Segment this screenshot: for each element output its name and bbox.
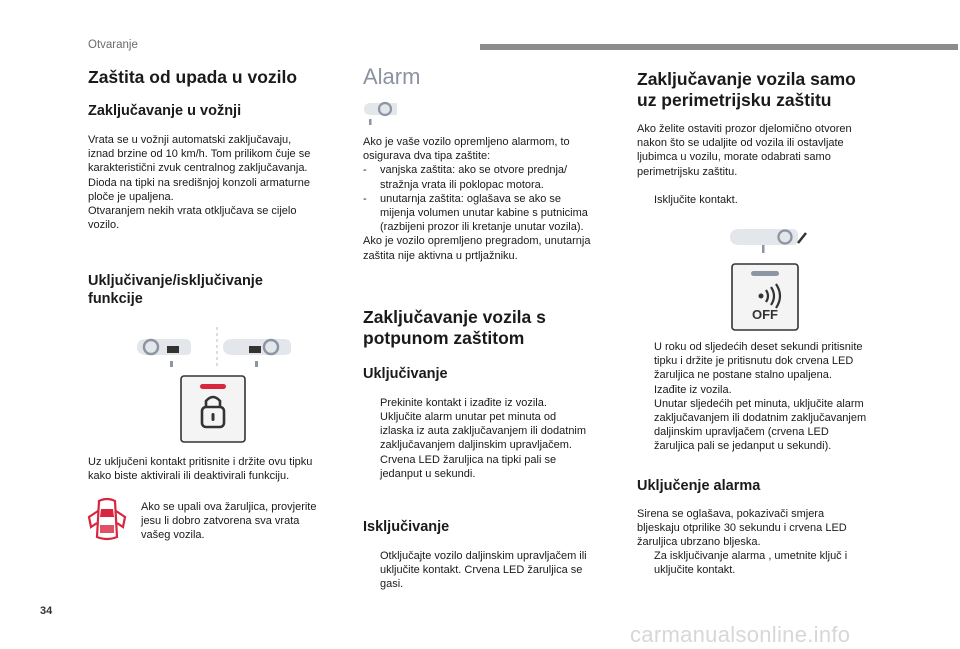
steering-wheel-illustrations [133,325,303,370]
alarm-dash-item: - vanjska zaštita: ako se otvore prednja/ stražnja vrata ili poklopac motora. [363,164,568,191]
steering-wheel-icon [223,339,291,367]
alarm-triggered-text: Sirena se oglašava, pokazivači smjera bljeskaju otprilike 30 sekundu i crvena LED žaruljica ubrzano bljeska. [637,507,847,549]
alarm-title: Alarm [363,64,421,89]
activation-step: Uključite alarm unutar pet minuta od izlaska iz auta zaključavanjem ili dodatnim zaključavanjem daljinskim upravljačem. Crvena LED žaruljica na tipki pali se jedanput u sekundi. [380,411,587,480]
alarm-intro: Ako je vaše vozilo opremljeno alarmom, to osigurava dva tipa zaštite: [363,136,570,163]
off-button-icon [731,263,799,331]
full-protection-title: Zaključavanje vozila s potpunom zaštitom [363,306,546,348]
middle-column [363,66,615,592]
page-number: 34 [40,605,53,617]
deactivation-step: Otključajte vozilo daljinskim upravljačem ili uključite kontakt. Crvena LED žaruljica se gasi. [380,550,587,591]
steering-wheel-icon [137,339,191,367]
sub-deactivation: Isključivanje [363,519,450,536]
perimeter-steps [637,340,892,578]
perimeter-step: U roku od sljedećih deset sekundi pritisnite tipku i držite je pritisnutu dok crvena LED žaruljica ne postane stalno upaljena. [654,341,863,382]
section-label: Otvaranje [88,39,138,51]
para-locking-while-driving: Vrata se u vožnji automatski zaključavaju, iznad brzine od 10 km/h. Tom prilikom čuje se karakteristični zvuk centralnog zaključavanja. Dioda na tipki na središnjoj konzoli armaturne ploče je upaljena. Otvaranjem nekih vrata otključava se cijelo vozilo. [88,134,311,232]
sub-alarm-triggered: Uključenje alarma [637,477,761,494]
door-open-warning-icon [86,497,128,543]
sub-on-off-function: Uključivanje/isključivanje funkcije [88,273,263,308]
sub-activation: Uključivanje [363,365,448,382]
header-bar [480,44,958,50]
left-title: Zaštita od upada u vozilo [88,67,298,87]
alarm-triggered-step: Za isključivanje alarma , umetnite ključ i uključite kontakt. [654,550,848,577]
left-column [88,64,348,308]
perimeter-steering-icon [728,225,808,255]
perimeter-step: Izađite iz vozila. [654,383,732,396]
off-button-label: OFF [752,307,778,322]
para-on-off-function: Uz uključeni kontakt pritisnite i držite ovu tipku kako biste aktivirali ili deaktivirali funkciju. [88,456,313,483]
activation-step: Prekinite kontakt i izađite iz vozila. [380,396,547,409]
watermark: carmanualsonline.info [630,622,851,647]
perimeter-step: Unutar sljedećih pet minuta, uključite alarm zaključavanjem ili dodatnim zaključavanjem daljinskim upravljačem (crvena LED žaruljica pali se jedanput u sekundi). [654,397,867,453]
perimeter-step: Isključite kontakt. [654,193,738,206]
sub-locking-while-driving: Zaključavanje u vožnji [88,103,242,119]
perimeter-intro: Ako želite ostaviti prozor djelomično otvoren nakon što se udaljite od vozila ili ostavljate ljubimca u vozilu, morate odabrati samo perimetrijsku zaštitu. [637,123,852,178]
alarm-dash-item: - unutarnja zaštita: oglašava se ako se mijenja volumen unutar kabine s putnicima (razbijeni prozor ili kretanje unutar vozila). [363,192,588,234]
right-column [637,69,887,207]
alarm-partition-note: Ako je vozilo opremljeno pregradom, unutarnja zaštita nije aktivna u prtljažniku. [363,235,591,262]
lock-button-icon [180,375,246,443]
alarm-steering-icon [363,97,399,127]
perimeter-title: Zaključavanje vozila samo uz perimetrijsku zaštitu [637,69,856,110]
note-door-warning: Ako se upali ova žaruljica, provjerite jesu li dobro zatvorena sva vrata vašeg vozila. [141,501,317,542]
